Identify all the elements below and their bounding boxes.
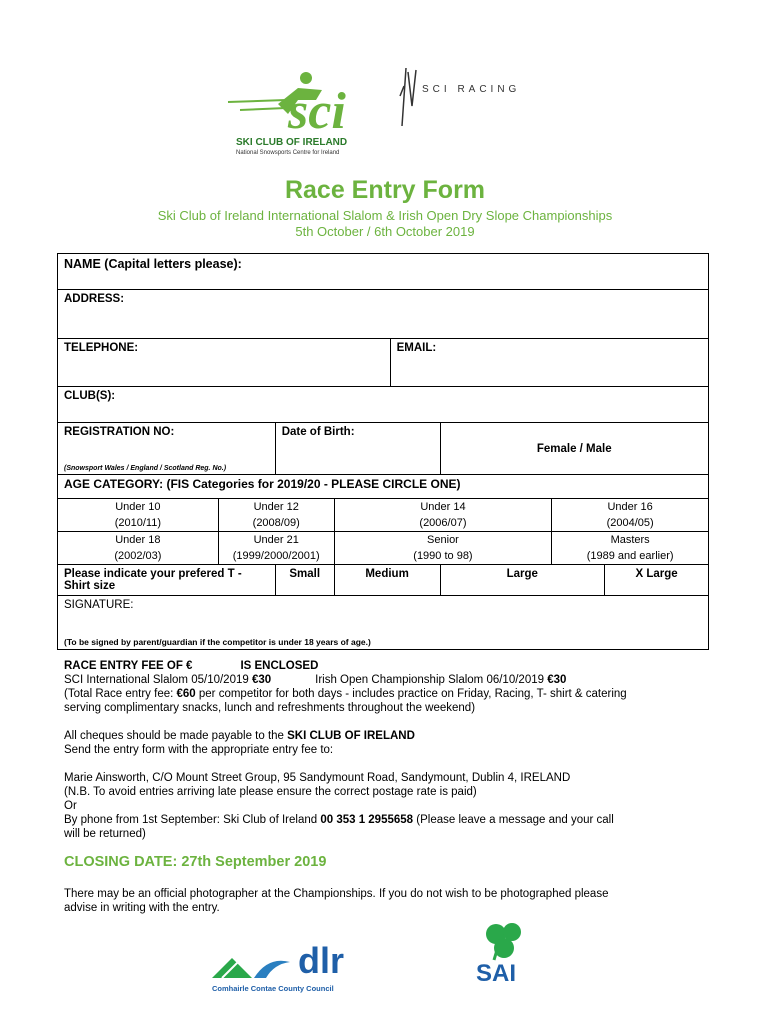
page-subtitle: Ski Club of Ireland International Slalom & Irish Open Dry Slope Championships xyxy=(157,208,613,223)
category-years: (2006/07) xyxy=(419,517,467,529)
category-under-14[interactable] xyxy=(334,499,552,532)
phone-line xyxy=(64,813,614,827)
photo-notice-2: advise in writing with the entry. xyxy=(64,902,220,914)
postage-note: (N.B. To avoid entries arriving late please ensure the correct postage rate is paid) xyxy=(64,786,477,798)
dob-label: Date of Birth: xyxy=(281,426,355,438)
skier-icon xyxy=(226,70,376,140)
phone-instructions: (Please leave a message and your call xyxy=(413,814,614,826)
signature-field[interactable] xyxy=(58,596,709,650)
address-field[interactable] xyxy=(58,290,709,339)
tshirt-header xyxy=(58,565,276,596)
fee-line-3 xyxy=(64,687,627,701)
registration-label: REGISTRATION NO: xyxy=(64,426,175,438)
page-title: Race Entry Form xyxy=(284,176,486,204)
dlr-logo xyxy=(210,940,350,998)
dlr-text: dlr xyxy=(298,940,345,981)
slalom-fee-text: SCI International Slalom 05/10/2019 xyxy=(64,674,252,686)
category-name: Under 12 xyxy=(253,501,299,513)
fee-enclosed-label: IS ENCLOSED xyxy=(240,660,319,672)
entry-form-table xyxy=(57,253,709,650)
sci-racing-logo xyxy=(396,66,536,136)
dlr-subtitle: Comhairle Contae County Council xyxy=(212,984,334,993)
size-label: Small xyxy=(289,568,321,580)
fee-line-2 xyxy=(64,673,566,687)
name-label: NAME (Capital letters please): xyxy=(64,257,242,271)
clubs-label: CLUB(S): xyxy=(64,390,116,402)
signature-label: SIGNATURE: xyxy=(64,599,134,611)
sci-racing-mark-icon xyxy=(396,66,426,136)
email-field[interactable] xyxy=(390,339,708,387)
open-fee-text: Irish Open Championship Slalom 06/10/2019 xyxy=(315,674,548,686)
total-fee-details: per competitor for both days - includes practice on Friday, Racing, T- shirt & catering xyxy=(195,688,627,700)
gender-label: Female / Male xyxy=(536,442,612,455)
svg-text:sci: sci xyxy=(288,83,346,140)
name-field[interactable] xyxy=(58,254,709,290)
ski-club-logo xyxy=(226,70,376,160)
photo-notice-1: There may be an official photographer at the Championships. If you do not wish to be photographed please xyxy=(64,888,609,900)
category-masters[interactable] xyxy=(552,532,709,565)
age-category-header xyxy=(58,475,709,499)
category-years: (2002/03) xyxy=(114,550,162,562)
cheque-text: All cheques should be made payable to the xyxy=(64,730,288,742)
fee-line-1 xyxy=(64,659,318,673)
tshirt-label: Please indicate your prefered T - Shirt size xyxy=(64,568,242,592)
category-senior[interactable] xyxy=(334,532,552,565)
registration-field[interactable] xyxy=(58,423,276,475)
phone-line-2: will be returned) xyxy=(64,828,146,840)
category-name: Under 16 xyxy=(607,501,653,513)
slalom-fee-amount: €30 xyxy=(251,674,272,686)
age-category-label: AGE CATEGORY: (FIS Categories for 2019/20 - PLEASE CIRCLE ONE) xyxy=(64,477,461,491)
phone-number: 00 353 1 2955658 xyxy=(320,814,414,826)
ski-club-name: SKI CLUB OF IRELAND xyxy=(236,137,348,148)
category-under-16[interactable] xyxy=(552,499,709,532)
category-name: Senior xyxy=(427,534,459,546)
telephone-label: TELEPHONE: xyxy=(64,342,139,354)
category-years: (1999/2000/2001) xyxy=(232,550,320,562)
category-years: (1990 to 98) xyxy=(413,550,473,562)
phone-text: By phone from 1st September: Ski Club of Ireland xyxy=(64,814,321,826)
category-name: Under 10 xyxy=(115,501,161,513)
category-name: Under 14 xyxy=(420,501,466,513)
category-under-18[interactable] xyxy=(58,532,219,565)
registration-note: (Snowsport Wales / England / Scotland Reg. No.) xyxy=(64,465,227,472)
signature-note: (To be signed by parent/guardian if the competitor is under 18 years of age.) xyxy=(64,637,371,647)
size-label: Medium xyxy=(365,568,409,580)
email-label: EMAIL: xyxy=(396,342,437,354)
category-years: (2004/05) xyxy=(606,517,654,529)
size-large[interactable] xyxy=(440,565,605,596)
or-text: Or xyxy=(64,800,77,812)
ski-club-subtitle: National Snowsports Centre for Ireland xyxy=(236,150,340,156)
category-years: (2008/09) xyxy=(252,517,300,529)
sai-logo xyxy=(474,920,534,990)
category-under-10[interactable] xyxy=(58,499,219,532)
telephone-field[interactable] xyxy=(58,339,391,387)
category-years: (2010/11) xyxy=(114,517,162,529)
event-dates: 5th October / 6th October 2019 xyxy=(295,224,475,239)
dlr-waves-icon xyxy=(210,948,294,982)
category-under-12[interactable] xyxy=(218,499,334,532)
sci-racing-text: SCI RACING xyxy=(422,84,521,95)
size-medium[interactable] xyxy=(334,565,440,596)
gender-field[interactable] xyxy=(440,423,709,475)
clubs-field[interactable] xyxy=(58,387,709,423)
payee-name: SKI CLUB OF IRELAND xyxy=(287,730,415,742)
total-fee-amount: €60 xyxy=(176,688,196,700)
fee-line-4: serving complimentary snacks, lunch and refreshments throughout the weekend) xyxy=(64,702,476,714)
total-fee-text: (Total Race entry fee: xyxy=(64,688,177,700)
closing-date: CLOSING DATE: 27th September 2019 xyxy=(64,854,327,870)
category-name: Under 18 xyxy=(115,534,161,546)
size-x-large[interactable] xyxy=(605,565,709,596)
payment-line-2: Send the entry form with the appropriate entry fee to: xyxy=(64,744,334,756)
category-name: Masters xyxy=(610,534,650,546)
size-label: Large xyxy=(506,568,538,580)
shamrock-icon xyxy=(480,920,530,962)
address-label: ADDRESS: xyxy=(64,293,125,305)
dob-field[interactable] xyxy=(275,423,440,475)
open-fee-amount: €30 xyxy=(547,674,567,686)
category-name: Under 21 xyxy=(253,534,299,546)
postal-address: Marie Ainsworth, C/O Mount Street Group, 95 Sandymount Road, Sandymount, Dublin 4, IRELAND xyxy=(64,772,571,784)
category-years: (1989 and earlier) xyxy=(586,550,674,562)
sai-text: SAI xyxy=(476,960,517,987)
size-label: X Large xyxy=(635,568,678,580)
category-under-21[interactable] xyxy=(218,532,334,565)
size-small[interactable] xyxy=(275,565,334,596)
fee-label: RACE ENTRY FEE OF € xyxy=(64,660,193,672)
payment-line-1 xyxy=(64,729,415,743)
